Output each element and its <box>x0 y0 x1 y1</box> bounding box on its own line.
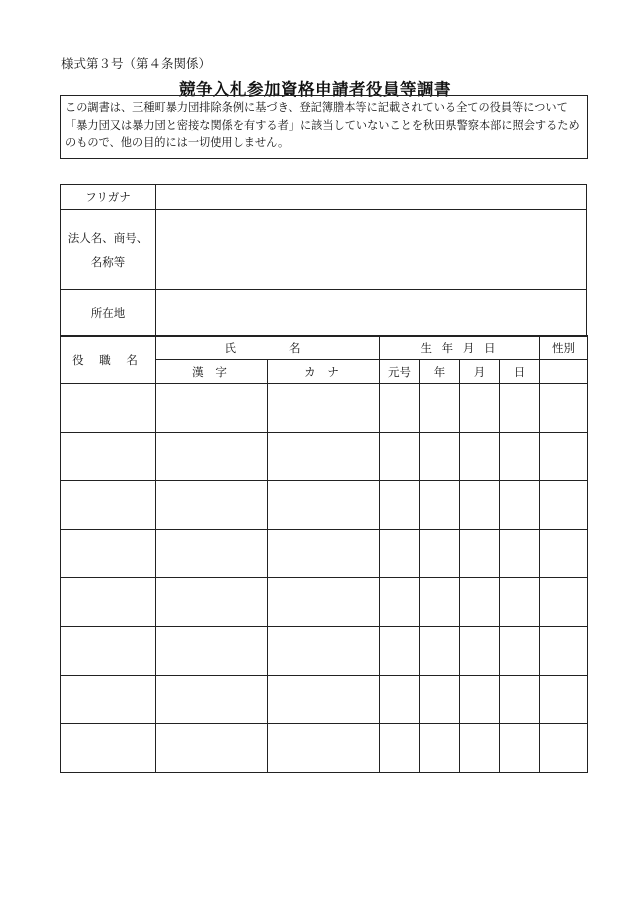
year-cell[interactable] <box>420 578 460 627</box>
position-cell[interactable] <box>61 626 156 675</box>
gender-cell[interactable] <box>540 578 588 627</box>
kana-header: カ ナ <box>268 360 380 384</box>
kanji-header: 漢 字 <box>156 360 268 384</box>
year-cell[interactable] <box>420 675 460 724</box>
era-cell[interactable] <box>380 481 420 530</box>
month-cell[interactable] <box>460 384 500 433</box>
gender-cell[interactable] <box>540 675 588 724</box>
day-cell[interactable] <box>500 675 540 724</box>
kana-name-cell[interactable] <box>268 432 380 481</box>
era-header: 元号 <box>380 360 420 384</box>
position-cell[interactable] <box>61 432 156 481</box>
era-cell[interactable] <box>380 432 420 481</box>
gender-cell[interactable] <box>540 724 588 773</box>
day-cell[interactable] <box>500 529 540 578</box>
position-header: 役 職 名 <box>61 336 156 384</box>
era-cell[interactable] <box>380 626 420 675</box>
company-name-label-line1: 法人名、商号、 <box>67 230 149 245</box>
company-name-label-line2: 名称等 <box>90 254 126 269</box>
address-field[interactable] <box>156 290 587 337</box>
officer-row <box>61 626 588 675</box>
year-cell[interactable] <box>420 626 460 675</box>
month-cell[interactable] <box>460 529 500 578</box>
position-cell[interactable] <box>61 529 156 578</box>
officer-row <box>61 529 588 578</box>
officer-row <box>61 481 588 530</box>
officers-table <box>60 335 588 773</box>
birthdate-header: 生 年 月 日 <box>380 336 540 360</box>
day-header: 日 <box>500 360 540 384</box>
kanji-name-cell[interactable] <box>156 529 268 578</box>
month-header: 月 <box>460 360 500 384</box>
notice-box: この調書は、三種町暴力団排除条例に基づき、登記簿謄本等に記載されている全ての役員等について「暴力団又は暴力団と密接な関係を有する者」に該当していないことを秋田県警察本部に照会するためのもので、他の目的には一切使用しません。 <box>60 95 588 159</box>
position-cell[interactable] <box>61 481 156 530</box>
company-name-label <box>61 210 156 290</box>
address-label: 所在地 <box>61 290 156 337</box>
company-info-table <box>60 184 587 337</box>
era-cell[interactable] <box>380 724 420 773</box>
kanji-name-cell[interactable] <box>156 724 268 773</box>
gender-cell[interactable] <box>540 626 588 675</box>
kanji-name-cell[interactable] <box>156 481 268 530</box>
kana-name-cell[interactable] <box>268 724 380 773</box>
position-cell[interactable] <box>61 384 156 433</box>
year-header: 年 <box>420 360 460 384</box>
name-header: 氏 名 <box>156 336 380 360</box>
day-cell[interactable] <box>500 384 540 433</box>
kana-name-cell[interactable] <box>268 675 380 724</box>
day-cell[interactable] <box>500 578 540 627</box>
year-cell[interactable] <box>420 529 460 578</box>
era-cell[interactable] <box>380 578 420 627</box>
kanji-name-cell[interactable] <box>156 384 268 433</box>
position-cell[interactable] <box>61 724 156 773</box>
gender-subheader-blank <box>540 360 588 384</box>
month-cell[interactable] <box>460 675 500 724</box>
furigana-field[interactable] <box>156 185 587 210</box>
year-cell[interactable] <box>420 724 460 773</box>
kanji-name-cell[interactable] <box>156 578 268 627</box>
officer-row <box>61 724 588 773</box>
day-cell[interactable] <box>500 481 540 530</box>
officer-rows <box>61 384 588 773</box>
document-title: 競争入札参加資格申請者役員等調書 <box>179 80 451 99</box>
day-cell[interactable] <box>500 432 540 481</box>
era-cell[interactable] <box>380 529 420 578</box>
day-cell[interactable] <box>500 626 540 675</box>
gender-cell[interactable] <box>540 529 588 578</box>
kanji-name-cell[interactable] <box>156 626 268 675</box>
month-cell[interactable] <box>460 724 500 773</box>
officer-row <box>61 675 588 724</box>
kanji-name-cell[interactable] <box>156 432 268 481</box>
kana-name-cell[interactable] <box>268 578 380 627</box>
month-cell[interactable] <box>460 578 500 627</box>
position-cell[interactable] <box>61 578 156 627</box>
position-cell[interactable] <box>61 675 156 724</box>
month-cell[interactable] <box>460 432 500 481</box>
officer-row <box>61 578 588 627</box>
furigana-label: フリガナ <box>61 185 156 210</box>
company-name-field[interactable] <box>156 210 587 290</box>
gender-cell[interactable] <box>540 481 588 530</box>
kana-name-cell[interactable] <box>268 529 380 578</box>
kana-name-cell[interactable] <box>268 384 380 433</box>
day-cell[interactable] <box>500 724 540 773</box>
month-cell[interactable] <box>460 481 500 530</box>
officer-row <box>61 384 588 433</box>
gender-header: 性別 <box>540 336 588 360</box>
era-cell[interactable] <box>380 675 420 724</box>
form-number: 様式第３号（第４条関係） <box>61 56 212 71</box>
year-cell[interactable] <box>420 384 460 433</box>
month-cell[interactable] <box>460 626 500 675</box>
kanji-name-cell[interactable] <box>156 675 268 724</box>
year-cell[interactable] <box>420 481 460 530</box>
gender-cell[interactable] <box>540 432 588 481</box>
gender-cell[interactable] <box>540 384 588 433</box>
kana-name-cell[interactable] <box>268 481 380 530</box>
year-cell[interactable] <box>420 432 460 481</box>
era-cell[interactable] <box>380 384 420 433</box>
kana-name-cell[interactable] <box>268 626 380 675</box>
officer-row <box>61 432 588 481</box>
